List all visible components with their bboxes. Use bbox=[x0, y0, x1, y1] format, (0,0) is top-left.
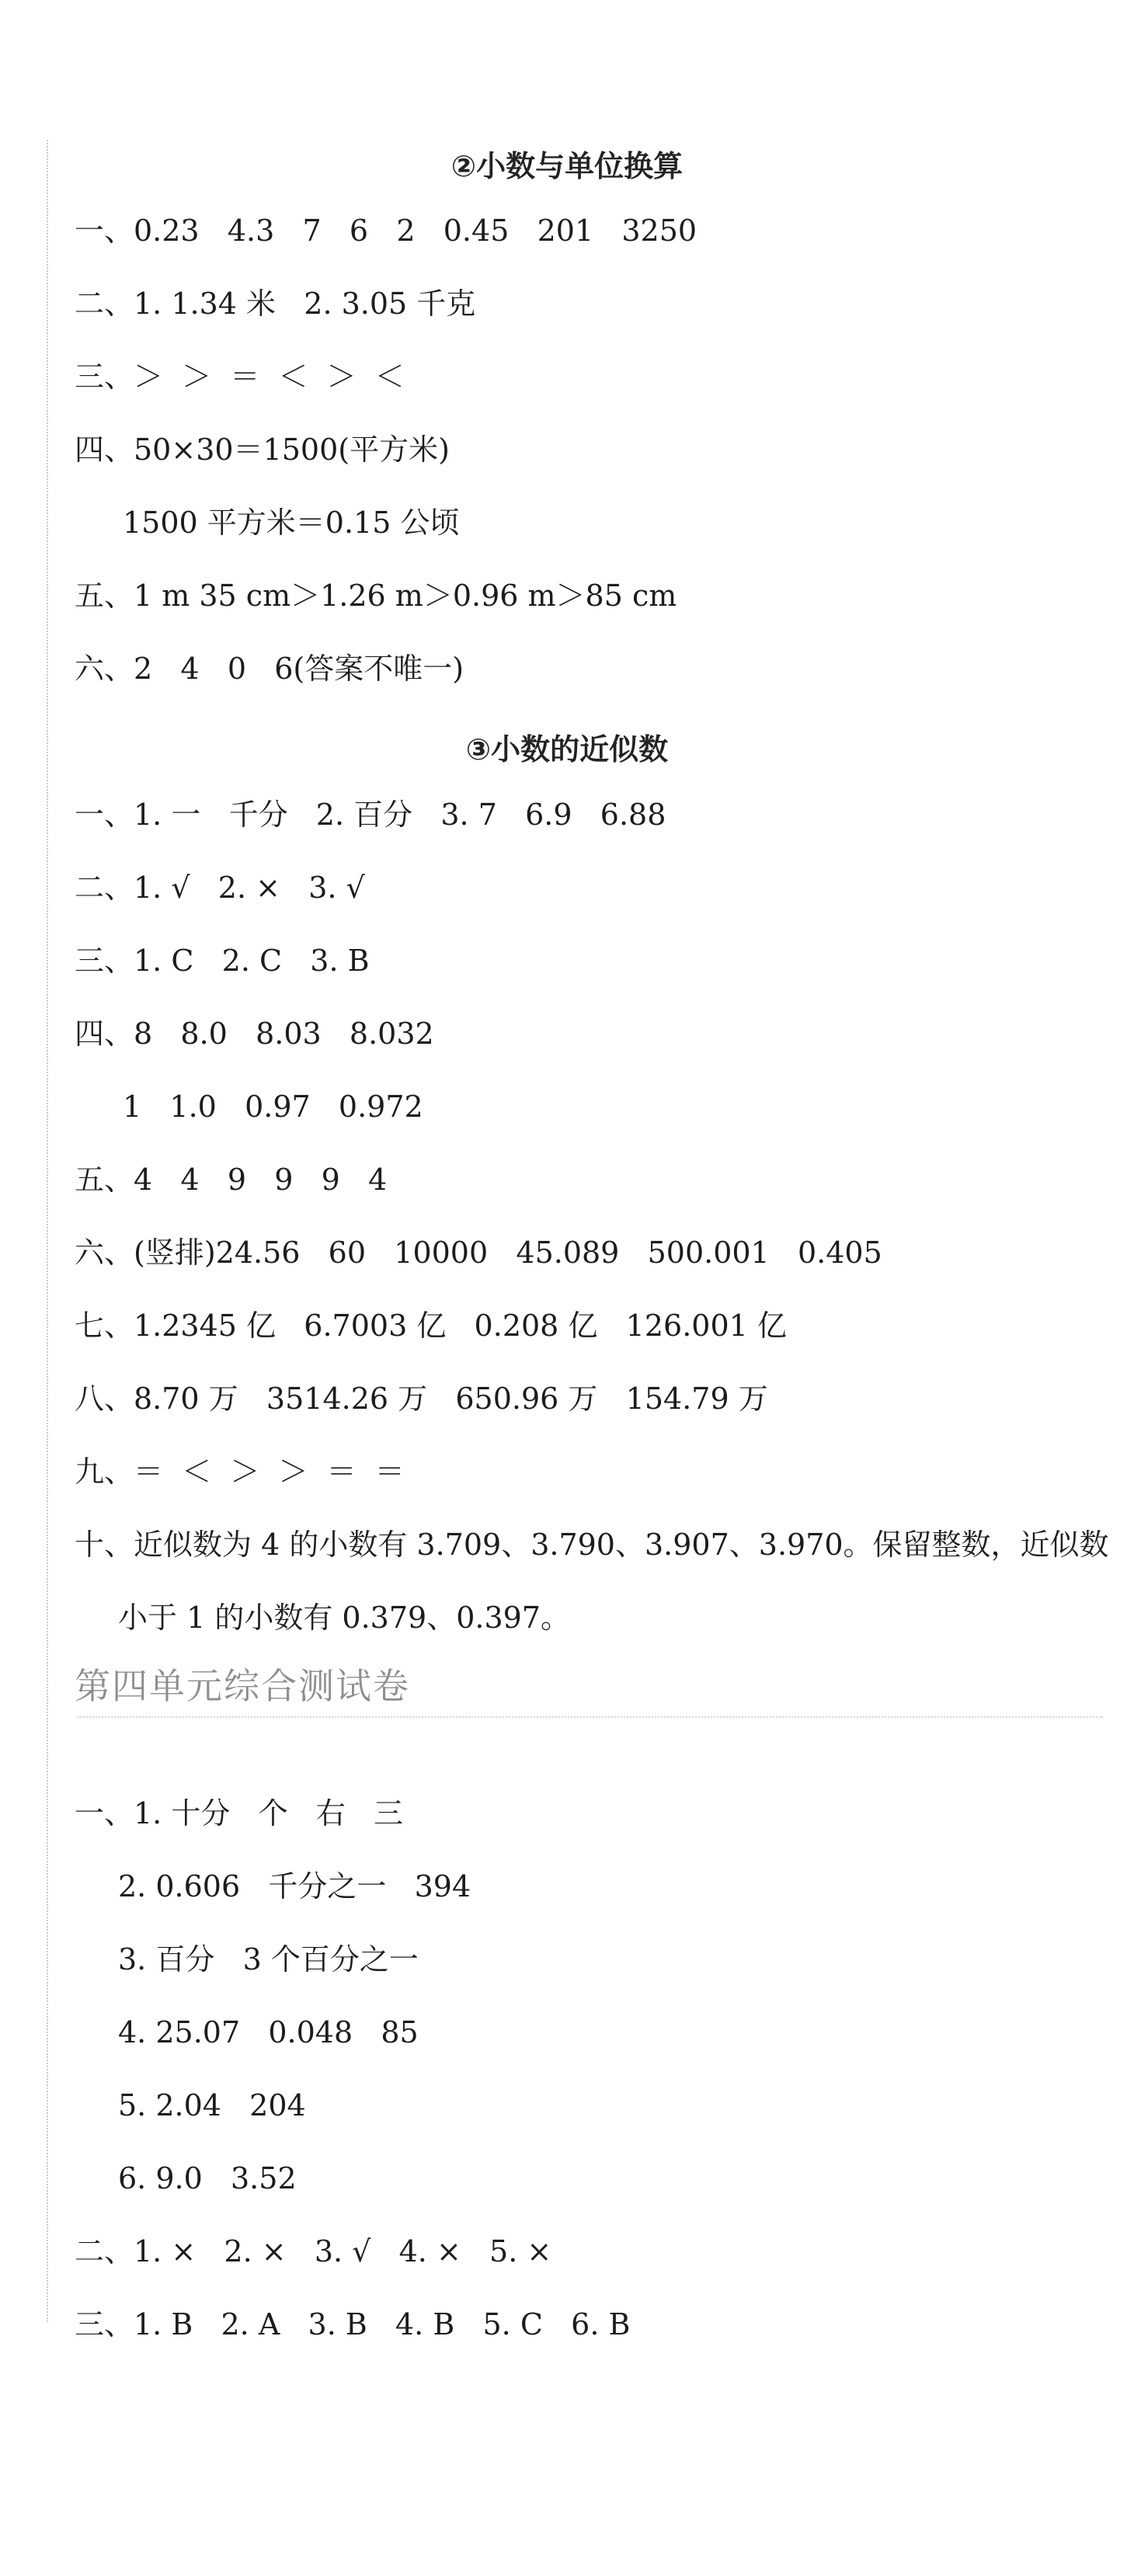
answer-line: 四、50×30＝1500(平方米) bbox=[75, 433, 450, 467]
answer-line: 小于 1 的小数有 0.379、0.397。 bbox=[118, 1601, 570, 1635]
answer-line: 1 1.0 0.97 0.972 bbox=[123, 1090, 423, 1124]
answer-line: 2. 0.606 千分之一 394 bbox=[118, 1869, 471, 1903]
answer-line: 三、1. B 2. A 3. B 4. B 5. C 6. B bbox=[75, 2307, 631, 2341]
answer-line: 七、1.2345 亿 6.7003 亿 0.208 亿 126.001 亿 bbox=[75, 1309, 787, 1343]
answer-line: 十、近似数为 4 的小数有 3.709、3.790、3.907、3.970。保留整数，近似数 bbox=[75, 1528, 1109, 1562]
answer-line: 二、1. 1.34 米 2. 3.05 千克 bbox=[75, 287, 476, 321]
answer-line: 一、0.23 4.3 7 6 2 0.45 201 3250 bbox=[75, 214, 697, 248]
answer-line: 一、1. 十分 个 右 三 bbox=[75, 1796, 404, 1830]
answer-line: 4. 25.07 0.048 85 bbox=[118, 2015, 419, 2049]
section-heading-approximation: ③小数的近似数 bbox=[465, 732, 669, 767]
answer-line: 九、＝ ＜ ＞ ＞ ＝ ＝ bbox=[75, 1455, 405, 1489]
answer-line: 3. 百分 3 个百分之一 bbox=[118, 1942, 419, 1976]
answer-line: 四、8 8.0 8.03 8.032 bbox=[75, 1017, 434, 1051]
title-divider bbox=[78, 1716, 1103, 1718]
answer-line: 1500 平方米＝0.15 公顷 bbox=[123, 506, 460, 540]
answer-line: 六、(竖排)24.56 60 10000 45.089 500.001 0.405 bbox=[75, 1236, 882, 1270]
answer-line: 八、8.70 万 3514.26 万 650.96 万 154.79 万 bbox=[75, 1382, 768, 1416]
margin-rule bbox=[47, 140, 48, 2322]
answer-line: 三、＞ ＞ ＝ ＜ ＞ ＜ bbox=[75, 360, 405, 394]
section-heading-unit-conversion: ②小数与单位换算 bbox=[450, 149, 684, 183]
answer-line: 五、1 m 35 cm＞1.26 m＞0.96 m＞85 cm bbox=[75, 579, 677, 613]
answer-line: 一、1. 一 千分 2. 百分 3. 7 6.9 6.88 bbox=[75, 798, 666, 832]
answer-line: 五、4 4 9 9 9 4 bbox=[75, 1163, 388, 1197]
unit-test-title: 第四单元综合测试卷 bbox=[75, 1665, 410, 1707]
answer-line: 二、1. × 2. × 3. √ 4. × 5. × bbox=[75, 2234, 552, 2268]
answer-line: 六、2 4 0 6(答案不唯一) bbox=[75, 652, 464, 686]
answer-line: 5. 2.04 204 bbox=[118, 2088, 306, 2122]
answer-line: 三、1. C 2. C 3. B bbox=[75, 944, 370, 978]
answer-line: 二、1. √ 2. × 3. √ bbox=[75, 871, 365, 905]
answer-line: 6. 9.0 3.52 bbox=[118, 2161, 297, 2195]
